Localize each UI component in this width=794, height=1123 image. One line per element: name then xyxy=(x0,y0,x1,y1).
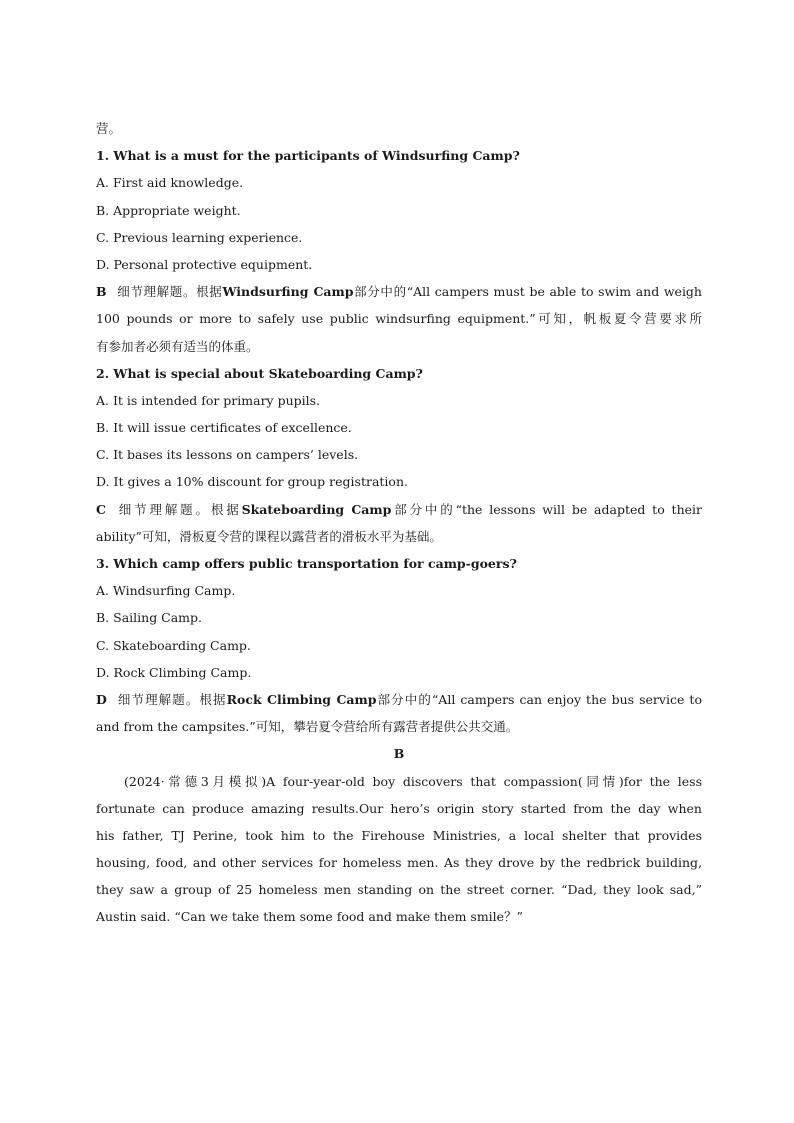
q1-option-a: A. First aid knowledge. xyxy=(96,175,244,191)
q1-explanation-line-3: 有参加者必须有适当的体重。 xyxy=(96,338,259,354)
q1-expl-section: Windsurfing Camp xyxy=(222,284,354,300)
q2-option-c: C. It bases its lessons on campers’ levels. xyxy=(96,447,359,463)
passage-line-2: fortunate can produce amazing results.Our hero’s origin story started from the day when xyxy=(96,800,702,816)
q2-expl-quote: 部分中的“the lessons will be adapted to their xyxy=(391,501,702,517)
q2-expl-prefix: 细节理解题。根据 xyxy=(115,501,242,517)
q1-option-b: B. Appropriate weight. xyxy=(96,202,241,218)
question-2: 2. What is special about Skateboarding Camp? xyxy=(96,365,423,381)
lead-text: 营。 xyxy=(96,121,122,136)
q2-option-d: D. It gives a 10% discount for group registration. xyxy=(96,474,408,490)
q3-option-c: C. Skateboarding Camp. xyxy=(96,637,251,653)
q2-explanation-line-2: ability”可知，滑板夏令营的课程以露营者的滑板水平为基础。 xyxy=(96,528,442,544)
q3-answer-letter: D xyxy=(96,691,107,707)
passage-line-5: they saw a group of 25 homeless men standing on the street corner. “Dad, they look sad,” xyxy=(96,882,702,898)
q1-answer-letter: B xyxy=(96,284,107,300)
q3-explanation-line-2: and from the campsites.”可知，攀岩夏令营给所有露营者提供公共交通。 xyxy=(96,719,519,735)
passage-line-3: his father, TJ Perine, took him to the Firehouse Ministries, a local shelter that provides xyxy=(96,827,702,843)
q3-explanation-line-1 xyxy=(96,686,702,713)
q3-option-b: B. Sailing Camp. xyxy=(96,610,203,626)
passage-line-4: housing, food, and other services for homeless men. As they drove by the redbrick building, xyxy=(96,855,702,871)
q1-expl-quote: 部分中的“All campers must be able to swim and weigh xyxy=(353,284,702,300)
q1-expl-prefix: 细节理解题。根据 xyxy=(116,284,223,300)
section-b-heading: B xyxy=(393,746,405,762)
q3-option-a: A. Windsurfing Camp. xyxy=(96,583,236,599)
q3-option-d: D. Rock Climbing Camp. xyxy=(96,664,252,680)
q3-expl-quote: 部分中的“All campers can enjoy the bus service to xyxy=(376,691,702,707)
q1-option-d: D. Personal protective equipment. xyxy=(96,256,313,272)
q1-explanation-line-1 xyxy=(96,278,702,305)
q1-explanation-line-2: 100 pounds or more to safely use public windsurfing equipment.”可知，帆板夏令营要求所 xyxy=(96,311,702,327)
document-page xyxy=(96,115,702,931)
q2-explanation-line-1 xyxy=(96,496,702,523)
question-3: 3. Which camp offers public transportation for camp-goers? xyxy=(96,556,517,571)
question-1: 1. What is a must for the participants of Windsurfing Camp? xyxy=(96,148,520,164)
passage-line-1: (2024·常德3月模拟)A four-year-old boy discovers that compassion(同情)for the less xyxy=(124,773,702,789)
q2-option-b: B. It will issue certificates of excellence. xyxy=(96,420,352,436)
q2-option-a: A. It is intended for primary pupils. xyxy=(96,392,321,408)
q2-expl-section: Skateboarding Camp xyxy=(241,501,392,517)
q1-option-c: C. Previous learning experience. xyxy=(96,229,303,245)
q3-expl-section: Rock Climbing Camp xyxy=(226,691,377,707)
passage-line-6: Austin said. “Can we take them some food and make them smile？” xyxy=(96,909,523,925)
q2-answer-letter: C xyxy=(96,501,106,517)
q3-expl-prefix: 细节理解题。根据 xyxy=(116,691,227,707)
